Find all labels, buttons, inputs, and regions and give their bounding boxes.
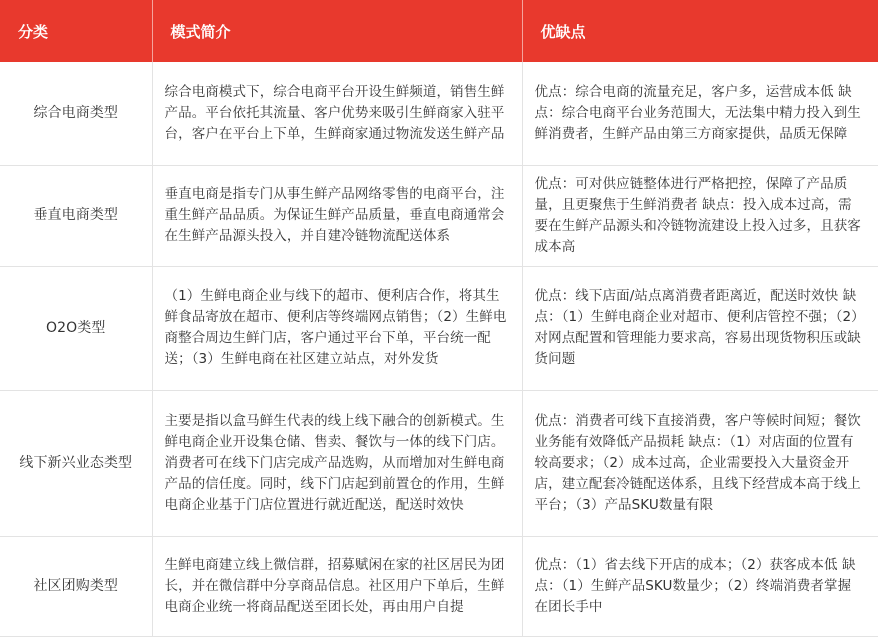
row-type: O2O类型 (0, 266, 152, 390)
header-intro: 模式简介 (152, 0, 522, 62)
table-row (0, 266, 878, 390)
table-row (0, 390, 878, 536)
header-category: 分类 (0, 0, 152, 62)
table-row (0, 536, 878, 636)
row-intro: （1）生鲜电商企业与线下的超市、便利店合作，将其生鲜食品寄放在超市、便利店等终端网点销售；（2）生鲜电商整合周边生鲜门店，客户通过平台下单，平台统一配送；（3）生鲜电商在社区建立站点，对外发货 (152, 266, 522, 390)
row-proscons: 优点：（1）省去线下开店的成本；（2）获客成本低 缺点：（1）生鲜产品SKU数量少；（2）终端消费者掌握在团长手中 (522, 536, 878, 636)
row-type: 综合电商类型 (0, 62, 152, 165)
header-proscons: 优缺点 (522, 0, 878, 62)
row-proscons: 优点：消费者可线下直接消费，客户等候时间短；餐饮业务能有效降低产品损耗 缺点：（1）对店面的位置有较高要求；（2）成本过高，企业需要投入大量资金开店，建立配套冷链配送体系，且线下经营成本高于线上平台；（3）产品SKU数量有限 (522, 390, 878, 536)
table-body (0, 62, 878, 636)
row-intro: 生鲜电商建立线上微信群，招募赋闲在家的社区居民为团长，并在微信群中分享商品信息。社区用户下单后，生鲜电商企业统一将商品配送至团长处，再由用户自提 (152, 536, 522, 636)
row-proscons: 优点：综合电商的流量充足，客户多，运营成本低 缺点：综合电商平台业务范围大，无法集中精力投入到生鲜消费者，生鲜产品由第三方商家提供，品质无保障 (522, 62, 878, 165)
row-type: 垂直电商类型 (0, 165, 152, 266)
table-row (0, 62, 878, 165)
table-row (0, 165, 878, 266)
row-proscons: 优点：线下店面/站点离消费者距离近，配送时效快 缺点：（1）生鲜电商企业对超市、便利店管控不强；（2）对网点配置和管理能力要求高，容易出现货物积压或缺货问题 (522, 266, 878, 390)
table-header (0, 0, 878, 62)
row-type: 线下新兴业态类型 (0, 390, 152, 536)
row-intro: 主要是指以盒马鲜生代表的线上线下融合的创新模式。生鲜电商企业开设集仓储、售卖、餐饮与一体的线下门店。消费者可在线下门店完成产品选购，从而增加对生鲜电商产品的信任度。同时，线下门店起到前置仓的作用，生鲜电商企业基于门店位置进行就近配送，配送时效快 (152, 390, 522, 536)
row-intro: 垂直电商是指专门从事生鲜产品网络零售的电商平台，注重生鲜产品品质。为保证生鲜产品质量，垂直电商通常会在生鲜产品源头投入，并自建冷链物流配送体系 (152, 165, 522, 266)
row-intro: 综合电商模式下，综合电商平台开设生鲜频道，销售生鲜产品。平台依托其流量、客户优势来吸引生鲜商家入驻平台，客户在平台上下单，生鲜商家通过物流发送生鲜产品 (152, 62, 522, 165)
row-proscons: 优点：可对供应链整体进行严格把控，保障了产品质量，且更聚焦于生鲜消费者 缺点：投入成本过高，需要在生鲜产品源头和冷链物流建设上投入过多，且获客成本高 (522, 165, 878, 266)
header-row (0, 0, 878, 62)
row-type: 社区团购类型 (0, 536, 152, 636)
